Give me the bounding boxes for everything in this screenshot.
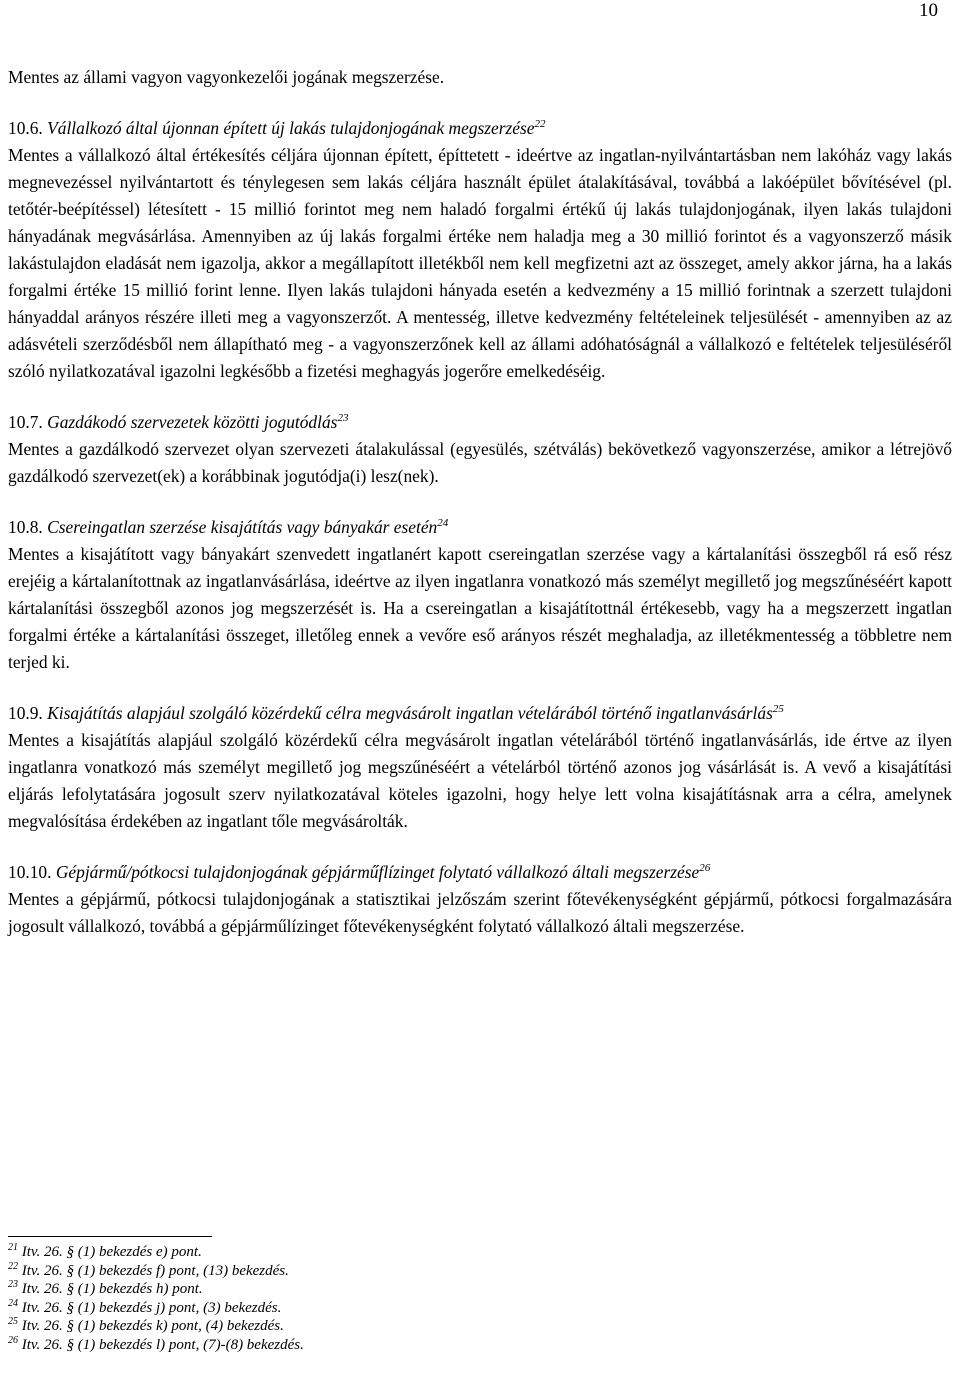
section-10-10 (8, 859, 952, 940)
section-title: Gazdákodó szervezetek közötti jogutódlás (47, 412, 338, 432)
footnote-ref[interactable]: 25 (772, 703, 784, 715)
footnote-text: Itv. 26. § (1) bekezdés f) pont, (13) bekezdés. (21, 1262, 289, 1279)
footnote-number: 21 (8, 1242, 18, 1253)
footnote-item (8, 1280, 952, 1299)
footnote-ref[interactable]: 23 (337, 412, 349, 424)
footnote-ref[interactable]: 22 (534, 118, 546, 130)
footnote-number: 26 (8, 1334, 18, 1346)
footnote-text: Itv. 26. § (1) bekezdés j) pont, (3) bekezdés. (21, 1299, 282, 1316)
section-number: 10.7. (8, 412, 43, 432)
footnote-item (8, 1317, 952, 1336)
footnote-number: 24 (8, 1297, 18, 1309)
footnote-ref[interactable]: 26 (699, 862, 711, 874)
footnote-text: Itv. 26. § (1) bekezdés l) pont, (7)-(8) bekezdés. (21, 1336, 304, 1353)
footnote-item (8, 1262, 952, 1281)
section-text: Mentes a vállalkozó által értékesítés céljára újonnan épített, építtetett - ideértve az ingatlan-nyilvántartásban nem lakóház vagy lakás megnevezéssel nyilvántartott és ténylegesen sem lakás céljára használt épület átalakításával, továbbá a lakóépület bővítésével (pl. tetőtér-beépítéssel) létesített - 15 millió forintot meg nem haladó forgalmi értékű új lakás tulajdonjogának, ilyen lakás tulajdoni hányadának megvásárlása. Amennyiben az új lakás forgalmi értéke nem haladja meg a 30 millió forintot és a vagyonszerző másik lakástulajdon eladását nem igazolja, akkor a megállapított illetékből nem kell megfizetni azt az összeget, amely akkor járna, ha a lakás forgalmi értéke 15 millió forint lenne. Ilyen lakás tulajdoni hányada esetén a kedvezmény a 15 millió forintnak a szerzett tulajdoni hányaddal arányos részére illeti meg a vagyonszerzőt. A mentesség, illetve kedvezmény feltételeinek teljesülését - amennyiben az az adásvételi szerződésből nem állapítható meg - a vagyonszerzőnek kell az állami adóhatóságnál a vállalkozó e feltételek teljesüléséről szóló nyilatkozatával igazolni legkésőbb a fizetési meghagyás jogerőre emelkedéséig. (8, 145, 952, 381)
section-number: 10.10. (8, 862, 52, 882)
footnote-item (8, 1243, 952, 1262)
section-10-7 (8, 409, 952, 490)
section-title: Gépjármű/pótkocsi tulajdonjogának gépjárműflízinget folytató vállalkozó általi megszerzése (55, 862, 700, 882)
footnote-divider (8, 1236, 212, 1237)
footnote-number: 25 (8, 1316, 18, 1327)
section-title: Kisajátítás alapjául szolgáló közérdekű célra megvásárolt ingatlan vételárából történő ingatlanvásárlás (47, 703, 773, 723)
section-text: Mentes a gazdálkodó szervezet olyan szervezeti átalakulással (egyesülés, szétválás) bekövetkező vagyonszerzése, amikor a létrejövő gazdálkodó szervezet(ek) a korábbinak jogutódja(i) lesz(nek). (8, 439, 952, 486)
intro-paragraph: Mentes az állami vagyon vagyonkezelői jogának megszerzése. (8, 67, 445, 87)
footnote-item (8, 1299, 952, 1318)
footnote-ref[interactable]: 24 (437, 517, 449, 529)
footnote-text: Itv. 26. § (1) bekezdés h) pont. (21, 1281, 203, 1297)
document-body (8, 64, 952, 940)
section-title: Csereingatlan szerzése kisajátítás vagy bányakár esetén (47, 517, 438, 537)
footnote-number: 22 (8, 1260, 18, 1272)
section-text: Mentes a kisajátítás alapjául szolgáló közérdekű célra megvásárolt ingatlan vételárából történő ingatlanvásárlás, ide értve az ilyen ingatlanra vonatkozó más személyt megillető jog megszűnéséért a vételárból történő azonos jog vásárlását is. A vevő a kisajátítási eljárás lefolytatására jogosult szerv nyilatkozatával köteles igazolni, hogy helye lett volna kisajátításnak arra a célra, amelynek megvalósítása érdekében az ingatlant tőle megvásárolták. (8, 730, 952, 831)
section-text: Mentes a gépjármű, pótkocsi tulajdonjogának a statisztikai jelzőszám szerint főtevékenységként gépjármű, pótkocsi forgalmazására jogosult vállalkozó, továbbá a gépjárműlízinget főtevékenységként folytató vállalkozó általi megszerzése. (8, 889, 952, 936)
section-10-6 (8, 115, 952, 385)
page-number: 10 (919, 0, 938, 21)
section-title: Vállalkozó által újonnan épített új lakás tulajdonjogának megszerzése (47, 118, 535, 138)
section-heading (8, 409, 952, 436)
section-heading (8, 514, 952, 541)
footnote-text: Itv. 26. § (1) bekezdés k) pont, (4) bekezdés. (21, 1318, 284, 1334)
footnote-text: Itv. 26. § (1) bekezdés e) pont. (21, 1244, 202, 1260)
section-heading (8, 700, 952, 727)
section-heading (8, 859, 952, 886)
footnote-item (8, 1336, 952, 1355)
footnotes (8, 1236, 952, 1354)
footnote-number: 23 (8, 1279, 18, 1290)
section-number: 10.6. (8, 118, 43, 138)
section-number: 10.8. (8, 517, 43, 537)
section-text: Mentes a kisajátított vagy bányakárt szenvedett ingatlanért kapott csereingatlan szerzése vagy a kártalanítási összegből rá eső rész erejéig a kártalanítottnak az ingatlanvásárlása, ideértve az ilyen ingatlanra vonatkozó más személyt megillető jog megszűnéséért kapott kártalanítási összegből azonos jog megszerzését is. Ha a csereingatlan a kisajátítottnál értékesebb, vagy ha a megszerzett ingatlan forgalmi értéke a kártalanítási összeget, illetőleg ennek a vevőre eső arányos részét meghaladja, az illetékmentesség a többletre nem terjed ki. (8, 544, 952, 672)
section-number: 10.9. (8, 703, 43, 723)
section-10-8 (8, 514, 952, 676)
section-10-9 (8, 700, 952, 835)
section-heading (8, 115, 952, 142)
